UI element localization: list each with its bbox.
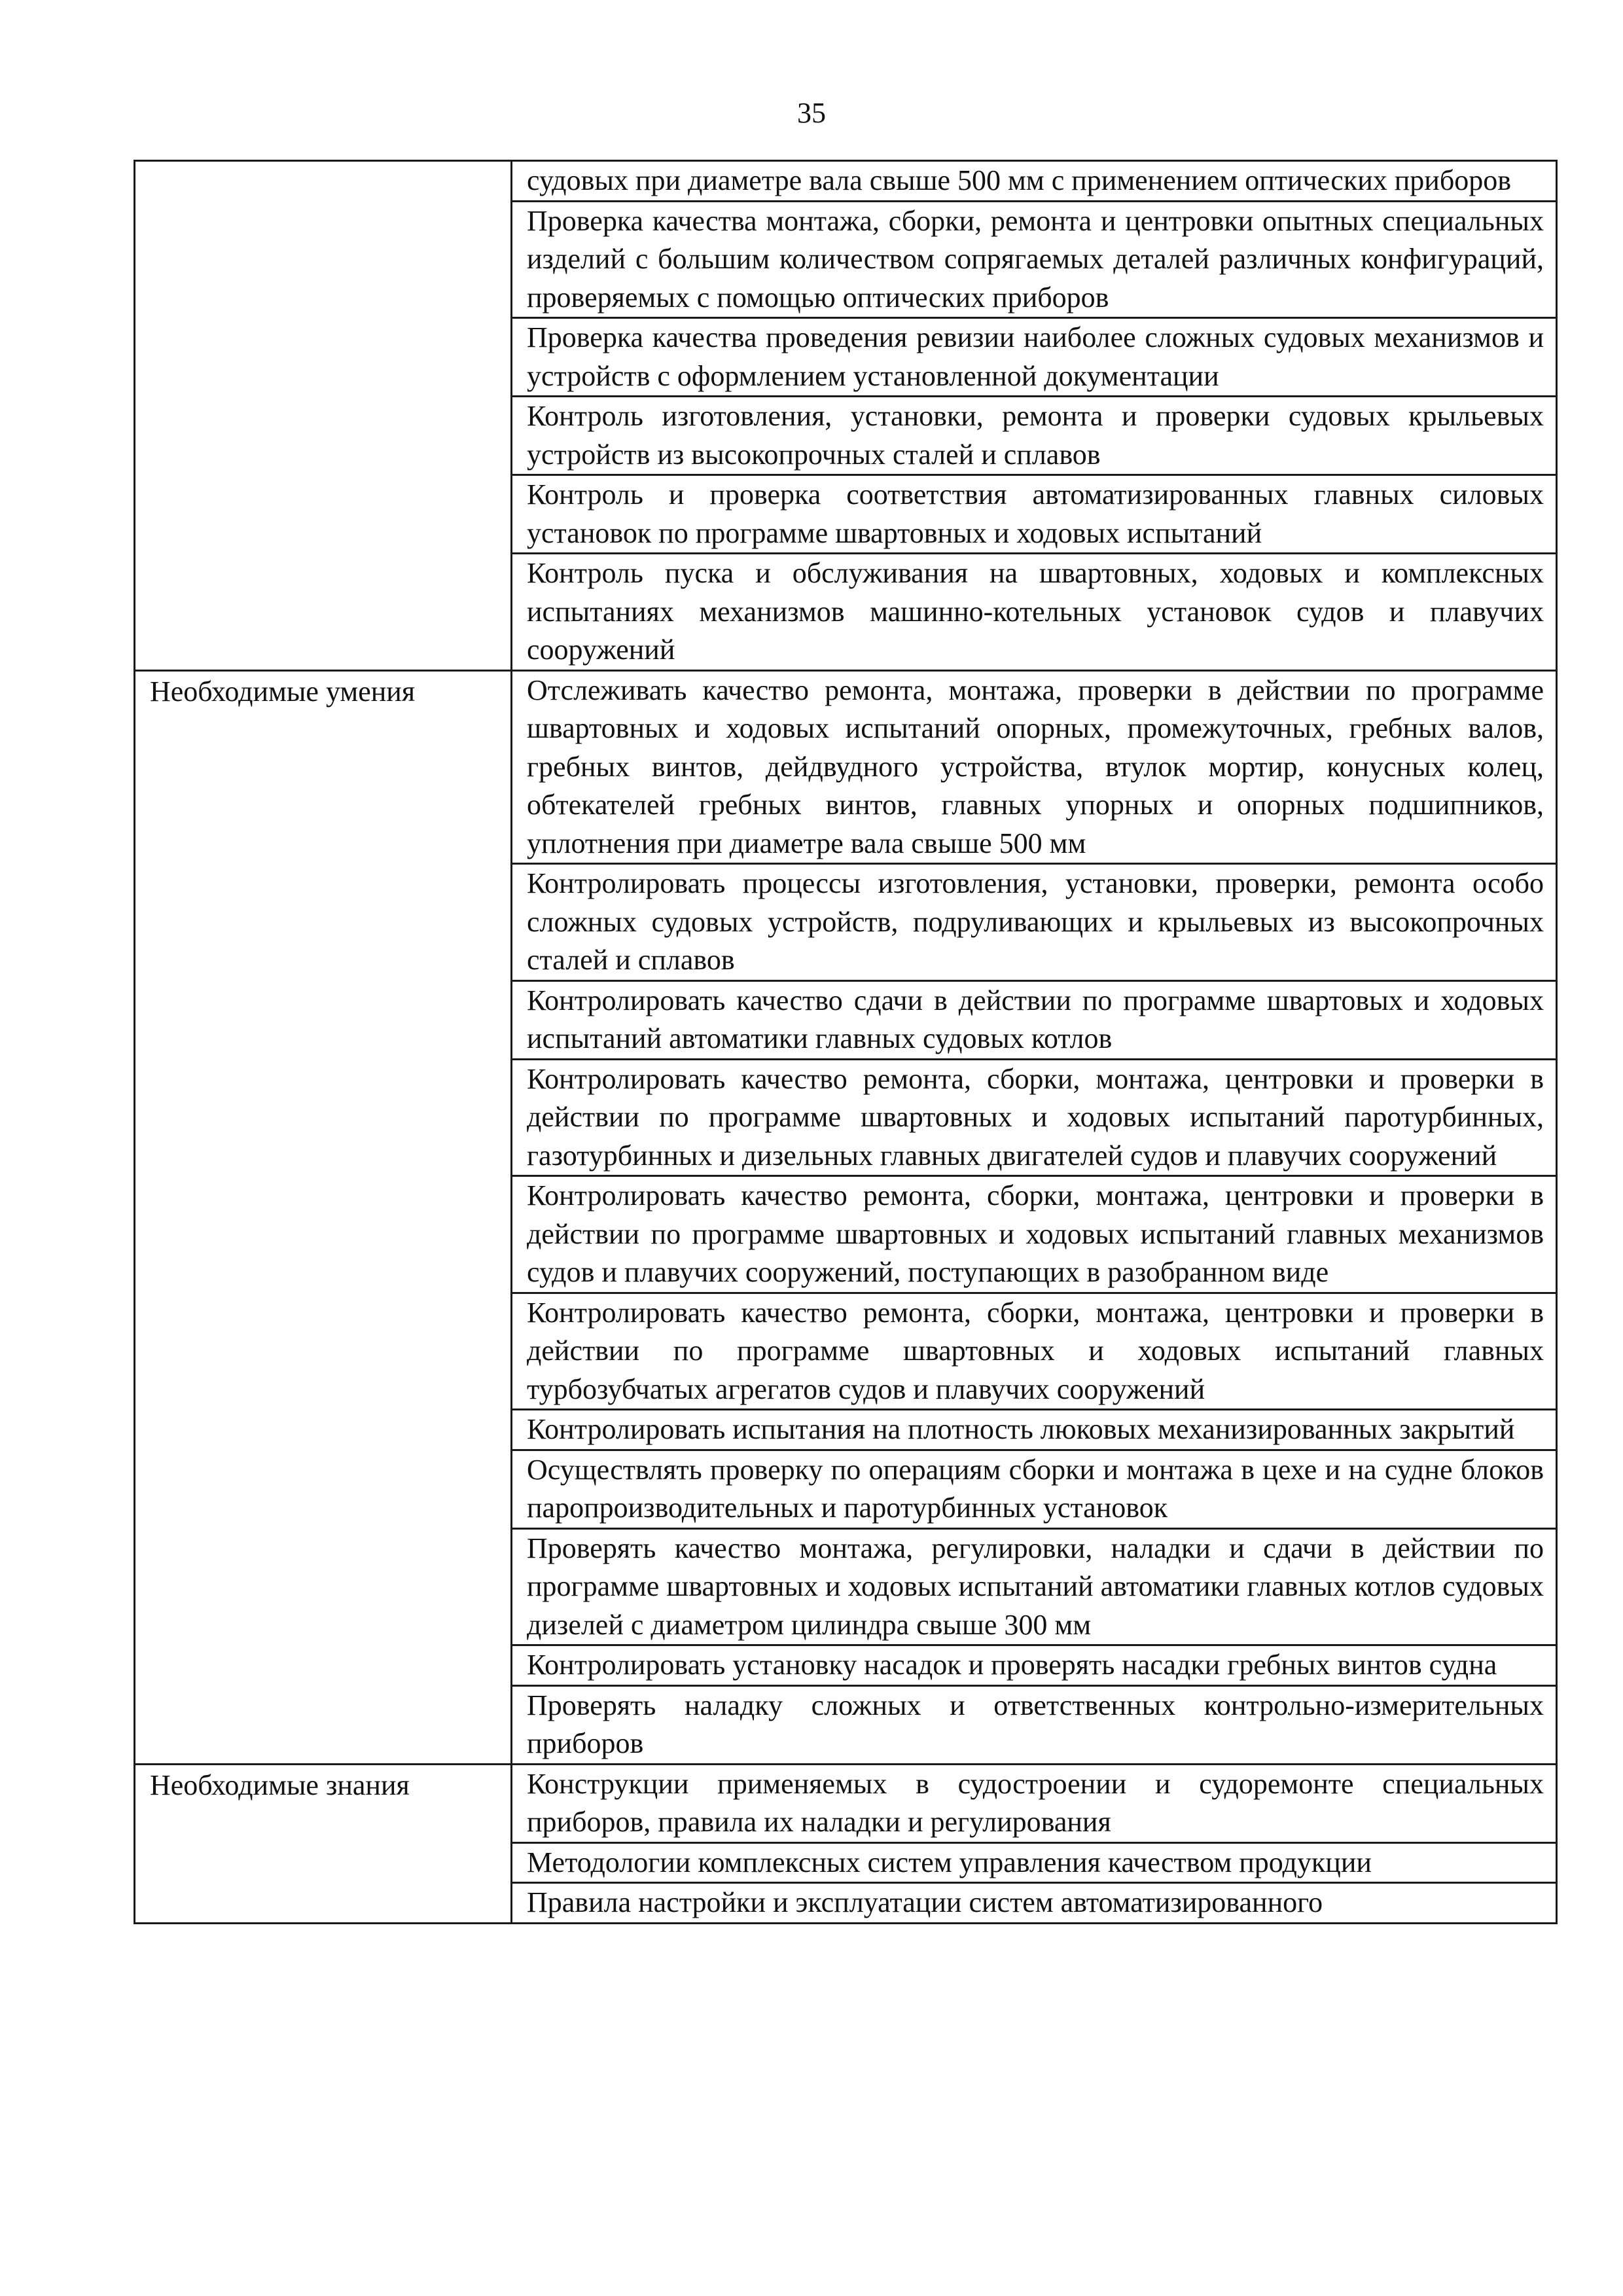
knowledge-label: Необходимые знания bbox=[135, 1764, 512, 1923]
table-cell-text: Проверять качество монтажа, регулировки, наладки и сдачи в действии по программе швартовных и ходовых испытаний автоматики главных котлов судовых дизелей с диаметром цилиндра свыше 300 мм bbox=[512, 1528, 1557, 1645]
row-label-empty bbox=[135, 161, 512, 671]
table-cell-text: Контроль изготовления, установки, ремонта и проверки судовых крыльевых устройств из высокопрочных сталей и сплавов bbox=[512, 397, 1557, 475]
table-cell-text: Отслеживать качество ремонта, монтажа, проверки в действии по программе швартовных и ходовых испытаний опорных, промежуточных, гребных валов, гребных винтов, дейдвудного устройства, втулок мортир, конусных колец, обтекателей гребных винтов, главных упорных и опорных подшипников, уплотнения при диаметре вала свыше 500 мм bbox=[512, 670, 1557, 864]
table-row bbox=[135, 161, 1557, 202]
table-cell-text: Осуществлять проверку по операциям сборки и монтажа в цехе и на судне блоков паропроизводительных и паротурбинных установок bbox=[512, 1450, 1557, 1528]
skills-label: Необходимые умения bbox=[135, 670, 512, 1764]
table-cell-text: Контролировать установку насадок и проверять насадки гребных винтов судна bbox=[512, 1645, 1557, 1686]
table-row bbox=[135, 1764, 1557, 1842]
table-row bbox=[135, 670, 1557, 864]
table-cell-text: Контролировать качество ремонта, сборки, монтажа, центровки и проверки в действии по программе швартовных и ходовых испытаний главных турбозубчатых агрегатов судов и плавучих сооружений bbox=[512, 1293, 1557, 1410]
table-cell-text: Правила настройки и эксплуатации систем автоматизированного bbox=[512, 1883, 1557, 1924]
table-cell-text: Контролировать испытания на плотность люковых механизированных закрытий bbox=[512, 1410, 1557, 1450]
table-cell-text: Проверять наладку сложных и ответственных контрольно-измерительных приборов bbox=[512, 1685, 1557, 1764]
table-cell-text: Методологии комплексных систем управления качеством продукции bbox=[512, 1842, 1557, 1883]
table-cell-text: Контролировать качество ремонта, сборки, монтажа, центровки и проверки в действии по программе швартовных и ходовых испытаний главных механизмов судов и плавучих сооружений, поступающих в разобранном виде bbox=[512, 1176, 1557, 1293]
table-cell-text: Проверка качества проведения ревизии наиболее сложных судовых механизмов и устройств с оформлением установленной документации bbox=[512, 318, 1557, 397]
page-number: 35 bbox=[797, 97, 826, 129]
table-cell-text: Контроль пуска и обслуживания на швартовных, ходовых и комплексных испытаниях механизмов машинно-котельных установок судов и плавучих сооружений bbox=[512, 554, 1557, 671]
table-cell-text: Контролировать качество ремонта, сборки, монтажа, центровки и проверки в действии по программе швартовных и ходовых испытаний паротурбинных, газотурбинных и дизельных главных двигателей судов и плавучих сооружений bbox=[512, 1059, 1557, 1176]
table-cell-text: Контролировать процессы изготовления, установки, проверки, ремонта особо сложных судовых устройств, подруливающих и крыльевых из высокопрочных сталей и сплавов bbox=[512, 864, 1557, 981]
table-cell-text: Контроль и проверка соответствия автоматизированных главных силовых установок по программе швартовных и ходовых испытаний bbox=[512, 475, 1557, 554]
competency-table bbox=[134, 160, 1558, 1924]
table-cell-text: Конструкции применяемых в судостроении и судоремонте специальных приборов, правила их наладки и регулирования bbox=[512, 1764, 1557, 1842]
table-cell-text: Проверка качества монтажа, сборки, ремонта и центровки опытных специальных изделий с большим количеством сопрягаемых деталей различных конфигураций, проверяемых с помощью оптических приборов bbox=[512, 201, 1557, 318]
table-cell-text: судовых при диаметре вала свыше 500 мм с применением оптических приборов bbox=[512, 161, 1557, 202]
table-cell-text: Контролировать качество сдачи в действии по программе швартовых и ходовых испытаний автоматики главных судовых котлов bbox=[512, 980, 1557, 1059]
